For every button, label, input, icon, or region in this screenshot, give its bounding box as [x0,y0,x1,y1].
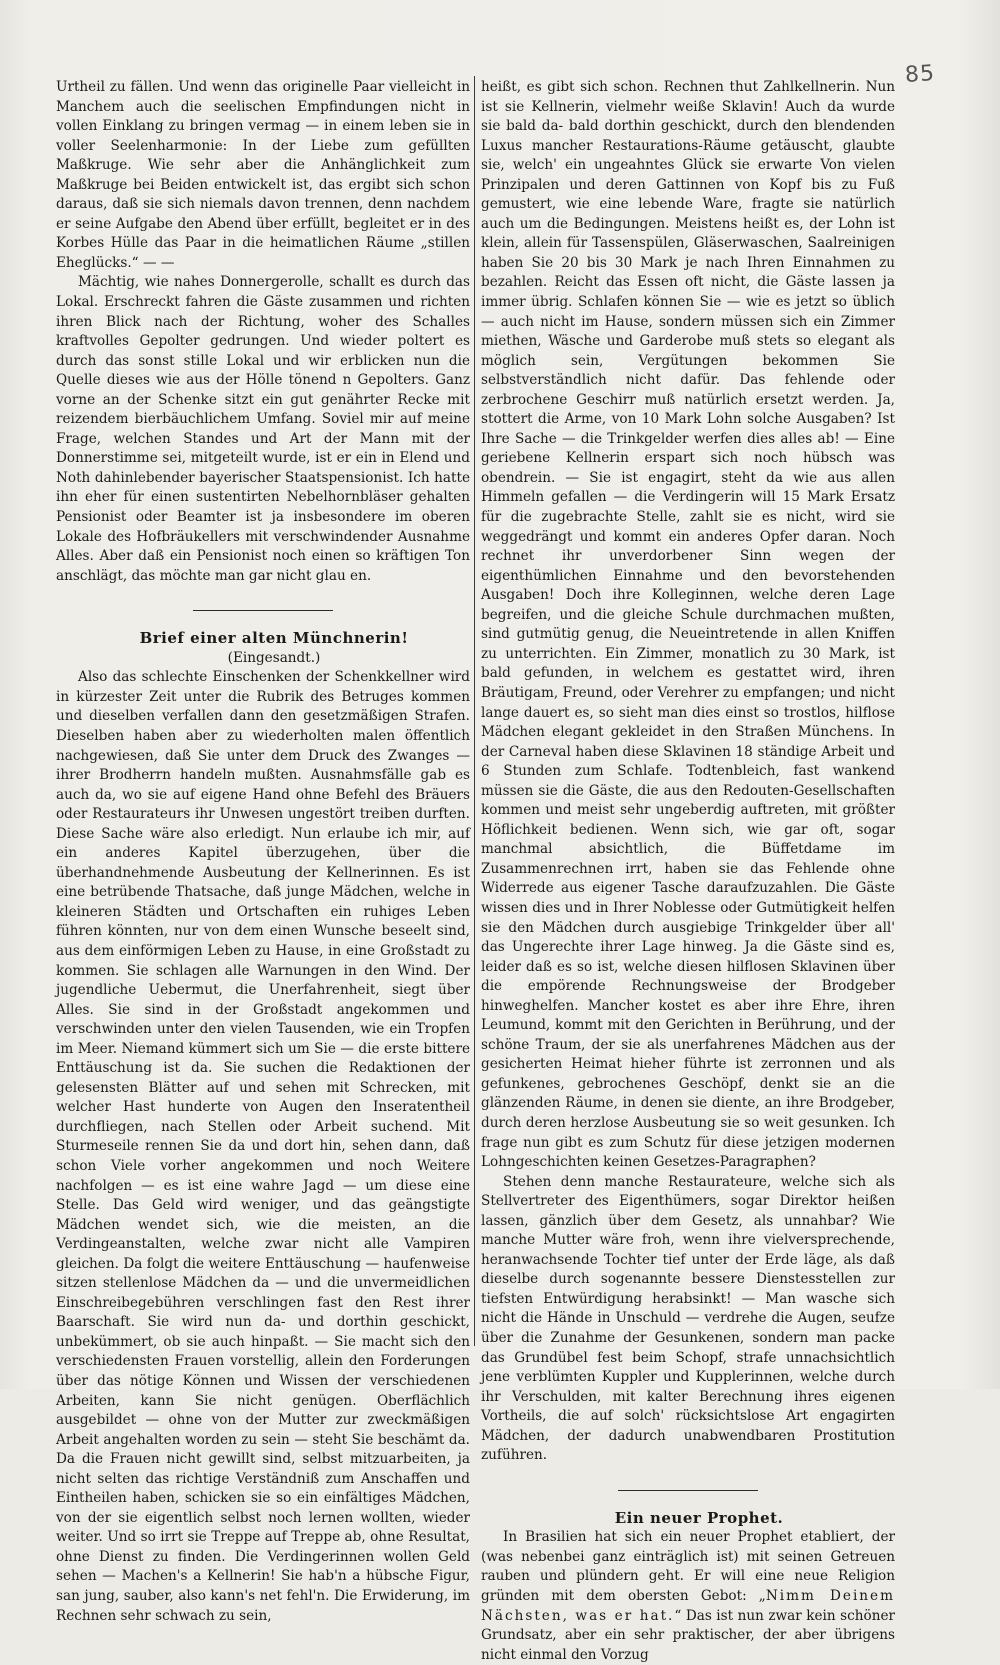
column-divider [474,76,475,1346]
section-divider [618,1490,758,1491]
paragraph: Urtheil zu fällen. Und wenn das originelle Paar vielleicht in Manchem auch die seelischen Empfindungen nicht in vollen Einklang zu bringen vermag — in einem leben sie in voller Seelenharmonie: In der Liebe zum gefüllten Maßkruge. Wie sehr aber die Anhänglichkeit zum Maßkruge bei Beiden entwickelt ist, das ergibt sich schon daraus, daß sie sich niemals davon trennen, denn nachdem er seine Aufgabe den Abend über erfüllt, begleitet er in des Korbes Hülle das Paar in die heimatlichen Räume „stillen Eheglücks.“ — — [56,79,470,271]
left-column [56,78,470,1626]
paragraph-text: In Brasilien hat sich ein neuer Prophet etabliert, der (was nebenbei ganz einträglich ist) mit seinen Getreuen rauben und plündern geht. Er will eine neue Religion gründen mit dem obersten Gebot: „ [481,1529,895,1605]
paragraph-text: “ Das ist nun zwar kein schöner Grundsatz, aber ein sehr praktischer, der aber übrigens nicht einmal den Vorzug [481,1607,895,1663]
article-subtitle: (Eingesandt.) [227,649,321,666]
paragraph: heißt, es gibt sich schon. Rechnen thut Zahlkellnerin. Nun ist sie Kellnerin, vielmehr weiße Sklavin! Auch da wurde sie bald da- bald dorthin geschickt, durch den blendenden Luxus mancher Restaurations-Räume getäuscht, glaubte sie, welch' ein ungeahntes Glück sie erwarte Von vielen Prinzipalen und deren Gattinnen von Kopf bis zu Fuß gemustert, wie eine lebende Ware, fragte sie natürlich auch um die Bedingungen. Meistens heißt es, der Lohn ist klein, allein für Tassenspülen, Gläserwaschen, Saalreinigen haben Sie 20 bis 30 Mark je nach Ihren Einnahmen zu bezahlen. Reicht das Essen oft nicht, die Gäste lassen ja immer übrig. Schlafen können Sie — wie es jetzt so üblich — auch nicht im Hause, sondern müssen sich ein Zimmer miethen, Wäsche und Garderobe muß stets so elegant als möglich sein, Vergütungen bekommen Sie selbstverständlich nicht dafür. Das fehlende oder zerbrochene Geschirr muß natürlich ersetzt werden. Ja, stottert die Arme, von 10 Mark Lohn solche Ausgaben? Ist Ihre Sache — die Trinkgelder werfen dies alles ab! — Eine geriebene Kellnerin erspart sich noch hübsch was obendrein. — Sie ist engagirt, steht da wie aus allen Himmeln gefallen — die Verdingerin will 15 Mark Ersatz für die zugebrachte Stelle, zahlt sie es nicht, wird sie weggedrängt und kommt ein anderes Opfer daran. Noch rechnet ihr unverdorbener Sinn wegen der eigenthümlichen Einnahme und den bevorstehenden Ausgaben! Doch ihre Kolleginnen, welche deren Lage begreifen, und die gleiche Schule durchmachen mußten, sind gutmütig genug, die Neueintretende in allen Kniffen zu unterrichten. Ein Zimmer, monatlich zu 30 Mark, ist bald gefunden, in welchem es gestattet wird, ihren Bräutigam, Freund, oder Verehrer zu empfangen; und nicht lange dauert es, so sieht man dies einst so trostlos, hilflose Mädchen elegant gekleidet in den Straßen Münchens. In der Carneval haben diese Sklavinen 18 ständige Arbeit und 6 Stunden zum Schlafe. Todtenbleich, fast wankend müssen sie die Gäste, die aus den Redouten-Gesellschaften kommen und meist sehr ungeberdig auftreten, mit größter Höflichkeit bedienen. Wenn sich, wie gar oft, sogar manchmal absichtlich, die Büffetdame im Zusammenrechnen irrt, haben sie das Fehlende ohne Widerrede aus eigener Tasche daraufzuzahlen. Die Gäste wissen dies und in Ihrer Noblesse oder Gutmütigkeit helfen sie den Mädchen durch ausgiebige Trinkgelder über all' das Ungerechte ihrer Lage hinweg. Ja die Gäste sind es, leider daß es so ist, welche diesen hilflosen Sklavinen über die empörende Rechnungsweise der Brodgeber hinweghelfen. Mancher kostet es aber ihre Ehre, ihren Leumund, kommt mit den Gerichten in Berührung, und der schöne Traum, der sie als unerfahrenes Mädchen aus der gesicherten Heimat hieher führte ist zerronnen und als gefunkenes, gebrochenes Geschöpf, denkt sie an die glänzenden Räume, in denen sie diente, an ihre Brodgeber, durch deren herzlose Ausbeutung sie so weit gesunken. Ich frage nun gibt es zum Schutz für diese jetzigen modernen Lohngeschichten keinen Gesetzes-Paragraphen? [481,79,895,1171]
paragraph: Also das schlechte Einschenken der Schenkkellner wird in kürzester Zeit unter die Rubrik des Betruges kommen und dieselben verfallen dann den gesetzmäßigen Strafen. Dieselben haben aber zu wiederholten malen öffentlich nachgewiesen, daß Sie unter dem Druck des Zwanges — ihrer Brodherrn handeln mußten. Ausnahmsfälle gab es auch da, wo sie auf eigene Hand ohne Befehl des Bräuers oder Restaurateurs ihr Unwesen ungestört treiben durften. Diese Sache wäre also erledigt. Nun erlaube ich mir, auf ein anderes Kapitel überzugehen, über die überhandnehmende Ausbeutung der Kellnerinnen. Es ist eine betrübende Thatsache, daß junge Mädchen, welche in kleineren Städten und Ortschaften ein ruhiges Leben führen könnten, nur von dem einen Wunsche beseelt sind, aus dem einförmigen Leben zu Hause, in eine Großstadt zu kommen. Sie schlagen alle Warnungen in den Wind. Der jugendliche Uebermut, die Unerfahrenheit, siegt über Alles. Sie sind in der Großstadt angekommen und verschwinden unter den vielen Tausenden, wie ein Tropfen im Meer. Niemand kümmert sich um Sie — die erste bittere Enttäuschung ist da. Sie suchen die Redaktionen der gelesensten Blätter auf und sehen mit Schrecken, mit welcher Hast hunderte von Augen den Inseratentheil durchfliegen, nach Stellen oder Arbeit suchend. Mit Sturmeseile rennen Sie da und dort hin, sehen dann, daß schon Viele vorher angekommen und noch Weitere nachfolgen — es ist eine wahre Jagd — um diese eine Stelle. Das Geld wird weniger, und das geängstigte Mädchen wendet sich, wie die meisten, an die Verdingeanstalten, welche zwar nicht alle Vampiren gleichen. Da folgt die weitere Enttäuschung — haufenweise sitzen stellenlose Mädchen da — und die unvermeidlichen Einschreibegebühren verschlingen fast den Rest ihrer Baarschaft. Sie wird nun da- und dorthin geschickt, unbekümmert, ob sie auch hinpaßt. — Sie macht sich den verschiedensten Frauen vorstellig, allein den Forderungen über das nötige Können und Wissen der verschiedenen Arbeiten, kann Sie nicht genügen. Oberflächlich ausgebildet — ohne von der Mutter zur zweckmäßigen Arbeit angehalten worden zu sein — steht Sie beschämt da. Da die Frauen nicht gewillt sind, selbst mitzuarbeiten, ja nicht selten das richtige Verständniß zum Anschaffen und Eintheilen haben, schicken sie so ein einfältiges Mädchen, von der sie eigentlich selbst noch lernen wollten, wieder weiter. Und so irrt sie Treppe auf Treppe ab, ohne Resultat, ohne Dienst zu finden. Die Verdingerinnen wollen Geld sehen — Machen's a Kellnerin! Sie hab'n a hübsche Figur, san jung, sauber, also kann's net fehl'n. Die Erwiderung, im Rechnen sehr schwach zu sein, [56,669,470,1624]
page-number: 85 [904,60,936,89]
paragraph: Stehen denn manche Restaurateure, welche sich als Stellvertreter des Eigenthümers, sogar Direktor heißen lassen, gänzlich über dem Gesetz, als unnahbar? Wie manche Mutter wäre froh, wenn ihre vielversprechende, heranwachsende Tochter tief unter der Erde läge, als daß dieselbe durch sogenannte bessere Dienstesstellen zur tiefsten Entwürdigung herabsinkt! — Man wasche sich nicht die Hände in Unschuld — verdrehe die Augen, seufze über die Zunahme der Gesunkenen, sondern man packe das Grundübel fest beim Schopf, strafe unnachsichtlich jene verblümten Kuppler und Kupplerinnen, welche durch ihr Verschulden, mit kalter Berechnung ihres eigenen Vortheils, die auf solch' rücksichtslose Art engagirten Mädchen, der dadurch unabwendbaren Prostitution zuführen. [481,1173,895,1464]
paragraph [481,1528,895,1665]
article-title: Brief einer alten Münchnerin! [139,629,409,648]
article-title: Ein neuer Prophet. [614,1508,784,1527]
right-column [481,78,895,1665]
quoted-commandment: Nimm Deinem Nächsten, was er hat. [481,1588,895,1624]
paragraph: Mächtig, wie nahes Donnergerolle, schallt es durch das Lokal. Erschreckt fahren die Gäste zusammen und richten ihren Blick nach der Richtung, woher des Schalles kraftvolles Gepolter gedrungen. Und wieder poltert es durch das sonst stille Lokal und wir erblicken nun die Quelle dieses wie aus der Hölle tönend n Gepolters. Ganz vorne an der Schenke sitzt ein gut genährter Recke mit reizendem bierbäuchlichem Umfang. Soviel mir auf meine Frage, welchen Standes und Art der Mann mit der Donnerstimme sei, mitgeteilt wurde, ist er ein in Elend und Noth dahinlebender bayerischer Staatspensionist. Ich hatte ihn eher für einen sustentirten Nebelhornbläser gehalten Pensionist oder Beamter ist ja insbesondere im oberen Lokale des Hofbräukellers mit verschwindender Ausnahme Alles. Aber daß ein Pensionist noch einen so kräftigen Ton anschlägt, das möchte man gar nicht glau en. [56,274,470,584]
section-divider [193,610,333,611]
